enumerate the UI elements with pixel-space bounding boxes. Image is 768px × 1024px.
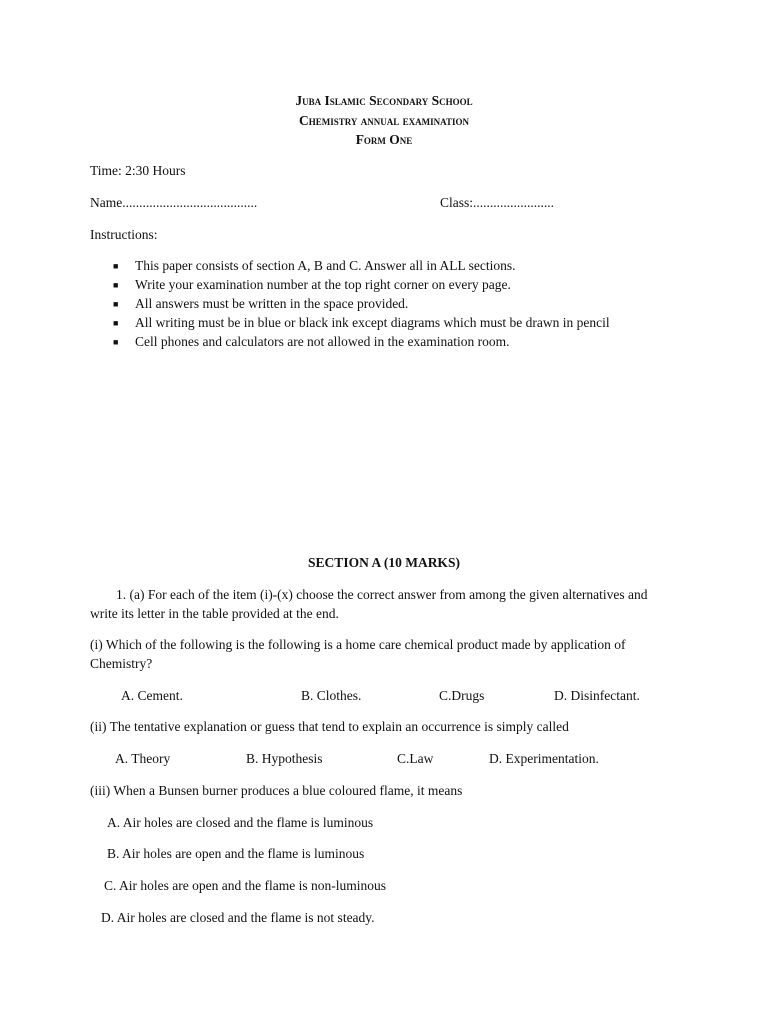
section-a-intro: 1. (a) For each of the item (i)-(x) choose the correct answer from among the given alternatives and — [116, 587, 648, 602]
instruction-item: Cell phones and calculators are not allowed in the examination room. — [135, 334, 510, 349]
question-i-continued: Chemistry? — [90, 656, 153, 671]
name-field: Name........................................ — [90, 195, 258, 210]
class-field: Class:........................ — [440, 195, 555, 210]
instruction-item: Write your examination number at the top right corner on every page. — [135, 277, 511, 292]
exam-title: Chemistry annual examination — [298, 113, 470, 128]
option-b: B. Clothes. — [301, 688, 362, 703]
option-c: C.Law — [397, 751, 434, 766]
section-a-title: SECTION A (10 MARKS) — [308, 555, 460, 570]
option-c: C.Drugs — [439, 688, 485, 703]
instruction-item: All answers must be written in the space provided. — [135, 296, 409, 311]
option-c: C. Air holes are open and the flame is non-luminous — [104, 878, 386, 893]
bullet-icon: ■ — [113, 280, 119, 290]
option-b: B. Hypothesis — [246, 751, 323, 766]
section-a-intro-continued: write its letter in the table provided at the end. — [90, 606, 339, 621]
option-d: D. Disinfectant. — [554, 688, 640, 703]
option-a: A. Cement. — [121, 688, 183, 703]
question-ii: (ii) The tentative explanation or guess that tend to explain an occurrence is simply called — [90, 719, 569, 734]
option-d: D. Air holes are closed and the flame is not steady. — [101, 910, 375, 925]
option-a: A. Theory — [115, 751, 171, 766]
instruction-item: This paper consists of section A, B and C. Answer all in ALL sections. — [135, 258, 516, 273]
question-i: (i) Which of the following is the following is a home care chemical product made by application of — [90, 637, 626, 652]
instruction-item: All writing must be in blue or black ink except diagrams which must be drawn in pencil — [135, 315, 610, 330]
option-b: B. Air holes are open and the flame is luminous — [107, 846, 365, 861]
bullet-icon: ■ — [113, 318, 119, 328]
form-level: Form One — [355, 132, 413, 147]
time-allowed: Time: 2:30 Hours — [90, 163, 186, 178]
option-a: A. Air holes are closed and the flame is luminous — [107, 815, 374, 830]
bullet-icon: ■ — [113, 337, 119, 347]
instructions-label: Instructions: — [90, 227, 158, 242]
question-iii: (iii) When a Bunsen burner produces a blue coloured flame, it means — [90, 783, 463, 798]
school-name: Juba Islamic Secondary School — [295, 93, 473, 108]
bullet-icon: ■ — [113, 299, 119, 309]
bullet-icon: ■ — [113, 261, 119, 271]
option-d: D. Experimentation. — [489, 751, 599, 766]
